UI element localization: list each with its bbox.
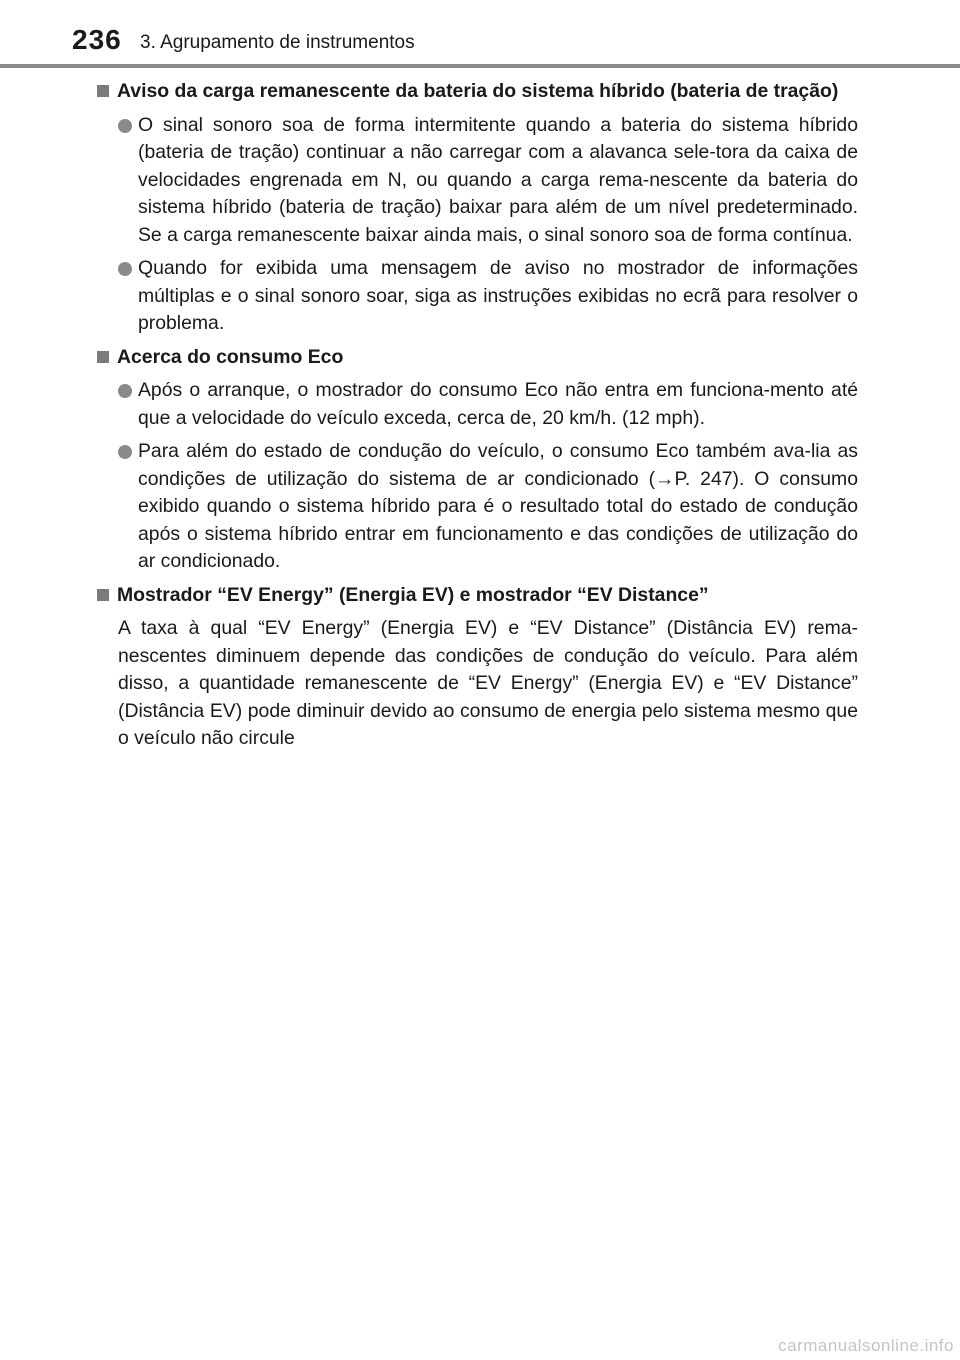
body-paragraph: A taxa à qual “EV Energy” (Energia EV) e “EV Distance” (Distância EV) rema-nescentes diminuem depende das condições de condução do veículo. Para além disso, a quantidade remanescente de “EV Energy” (Energia EV) e “EV Distance” (Distância EV) pode diminuir devido ao consumo de energia pelo sistema mesmo que o veículo não circule: [118, 617, 858, 749]
page-header: [0, 0, 960, 68]
list-item: [96, 438, 858, 576]
square-bullet-icon: [97, 589, 109, 601]
round-bullet-icon: [118, 384, 132, 398]
chapter-title: 3. Agrupamento de instrumentos: [140, 32, 415, 53]
section-heading: Acerca do consumo Eco: [117, 345, 344, 368]
section-ev-display: [96, 582, 858, 753]
watermark: carmanualsonline.info: [778, 1336, 954, 1355]
page-content: [96, 78, 858, 753]
list-item-text: Para além do estado de condução do veículo, o consumo Eco também ava-lia as condições de utilização do sistema de ar condicionado (→P. 247). O consumo exibido quando o sistema híbrido para é o resultado total do estado de condução após o sistema híbrido entrar em funcionamento e das condições de utilização do ar condicionado.: [138, 440, 858, 572]
list-item: [96, 377, 858, 432]
round-bullet-icon: [118, 445, 132, 459]
square-bullet-icon: [97, 85, 109, 97]
list-item-text: Quando for exibida uma mensagem de aviso no mostrador de informações múltiplas e o sinal sonoro soar, siga as instruções exibidas no ecrã para resolver o problema.: [138, 257, 858, 334]
round-bullet-icon: [118, 262, 132, 276]
round-bullet-icon: [118, 119, 132, 133]
list-item-text: O sinal sonoro soa de forma intermitente quando a bateria do sistema híbrido (bateria de tração) continuar a não carregar com a alavanca sele-tora da caixa de velocidades engrenada em N, ou quando a carga rema-nescente da bateria do sistema híbrido (bateria de tração) baixar para além de um nível predeterminado. Se a carga remanescente baixar ainda mais, o sinal sonoro soa de forma contínua.: [138, 113, 858, 246]
square-bullet-icon: [97, 351, 109, 363]
list-item-text: Após o arranque, o mostrador do consumo Eco não entra em funciona-mento até que a velocidade do veículo exceda, cerca de, 20 km/h. (12 mph).: [138, 379, 858, 429]
section-heading: Aviso da carga remanescente da bateria do sistema híbrido (bateria de tração): [117, 80, 839, 102]
page-number: 236: [72, 24, 122, 55]
section-battery-warning: [96, 78, 858, 338]
list-item: [96, 112, 858, 250]
section-eco-consumption: [96, 344, 858, 576]
list-item: [96, 255, 858, 338]
section-heading: Mostrador “EV Energy” (Energia EV) e mostrador “EV Distance”: [117, 583, 709, 606]
header-divider: [0, 64, 960, 68]
